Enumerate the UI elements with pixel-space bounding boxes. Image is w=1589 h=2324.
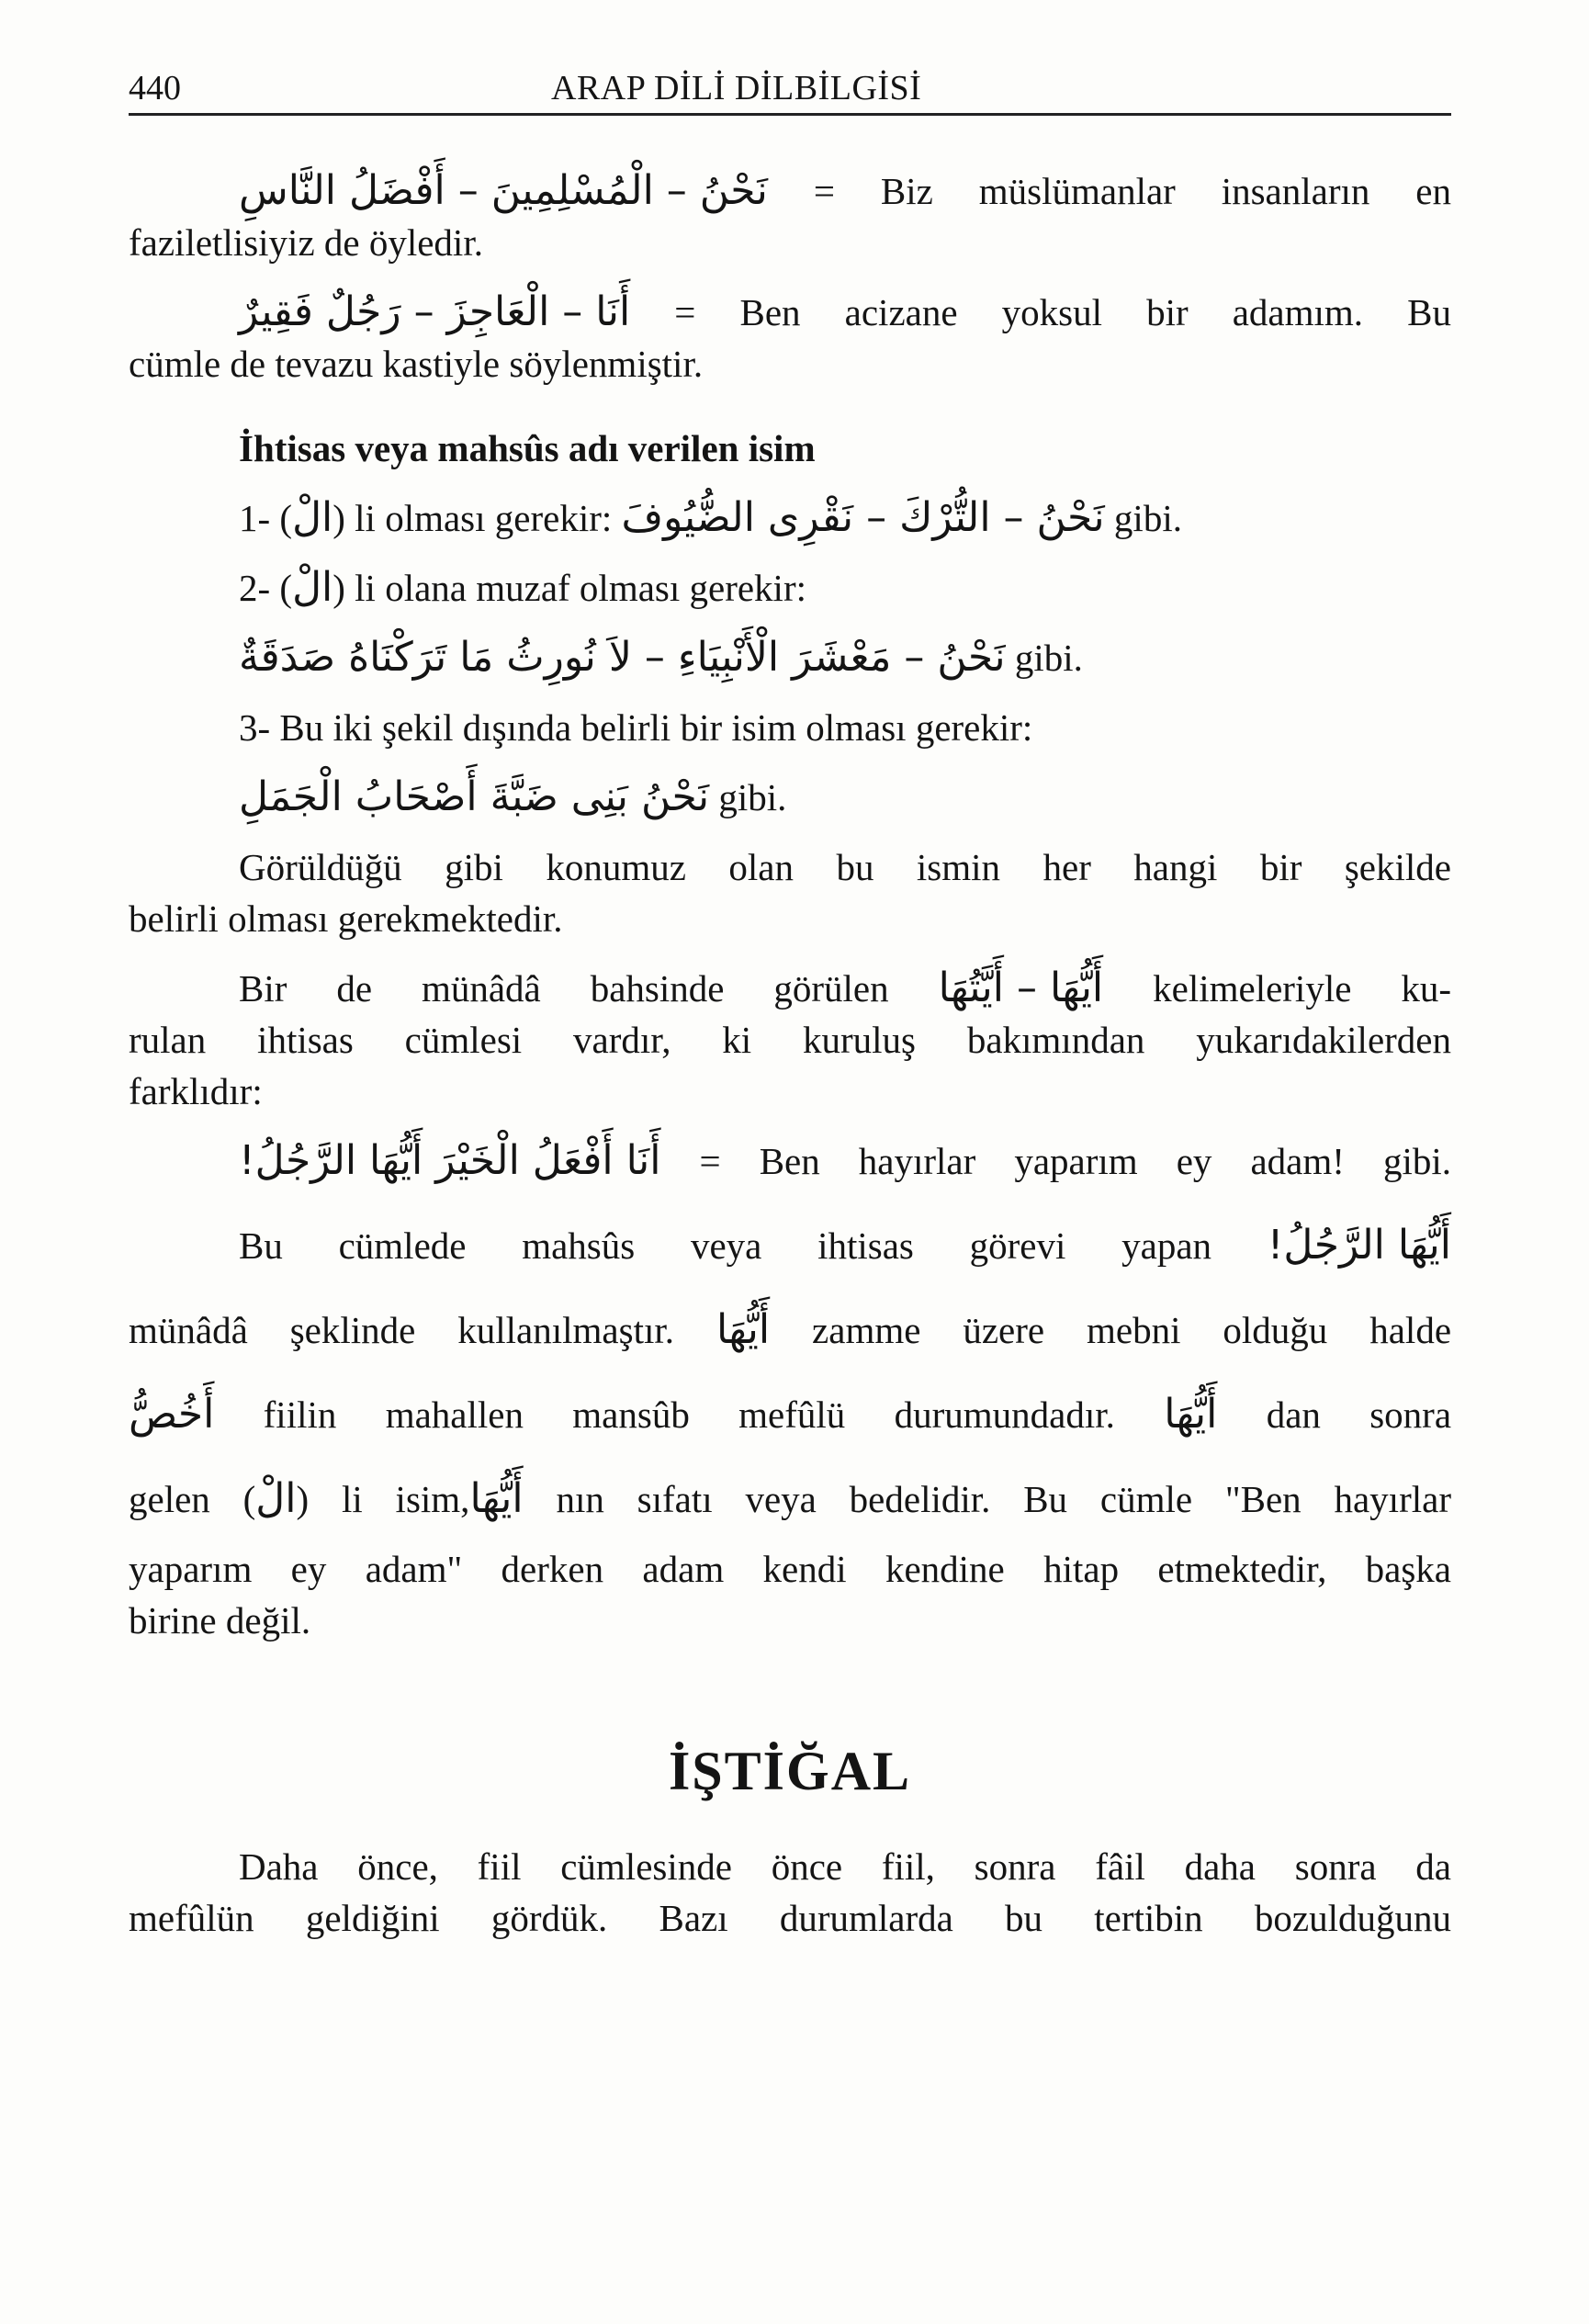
paragraph-3-text-h: nın sıfatı veya bedelidir. Bu cümle "Ben hayırlar: [556, 1478, 1451, 1520]
paragraph-3-line-1: [239, 1220, 1451, 1271]
section-heading: İhtisas veya mahsûs adı verilen isim: [239, 427, 816, 469]
example-1-arabic: نَحْنُ – الْمُسْلِمِينَ – أَفْضَلُ النَّاسِ: [239, 167, 768, 214]
rule-3-gibi: gibi.: [718, 776, 787, 818]
paragraph-2-arabic: أَيُّهَا – أَيَّتُهَا: [938, 965, 1104, 1011]
rule-1-gibi: gibi.: [1113, 497, 1182, 539]
rule-2-arabic: نَحْنُ – مَعْشَرَ الْأَنْبِيَاءِ – لاَ نُورِثُ مَا تَرَكْنَاهُ صَدَقَةٌ: [239, 634, 1006, 681]
running-title: ARAP DİLİ DİLBİLGİSİ: [551, 69, 922, 107]
paragraph-2-line-3: farklıdır:: [129, 1070, 263, 1112]
paragraph-3-text-a: Bu cümlede mahsûs veya ihtisas görevi yapan: [239, 1224, 1212, 1267]
paragraph-3-arabic-d: أَيُّهَا: [1164, 1391, 1218, 1438]
paragraph-3-arabic-c: أَخُصُّ: [129, 1391, 215, 1438]
example-1-translation: = Biz müslümanlar insanların en: [813, 170, 1451, 212]
header-rule: [129, 113, 1451, 116]
page-number: 440: [129, 69, 181, 107]
example-2-arabic: أَنَا – الْعَاجِزَ – رَجُلٌ فَقِيرٌ: [239, 288, 631, 335]
rule-1-prefix: 1- (: [239, 497, 293, 539]
example-1-continuation: faziletlisiyiz de öyledir.: [129, 221, 483, 264]
page-header: [129, 61, 1451, 118]
rule-2-prefix: 2- (: [239, 567, 293, 609]
rule-1-suffix: ) li olması gerekir:: [332, 497, 613, 539]
paragraph-2-line-2: rulan ihtisas cümlesi vardır, ki kuruluş bakımından yukarıdakilerden: [129, 1019, 1451, 1061]
paragraph-1-line-2: belirli olması gerekmektedir.: [129, 897, 563, 940]
paragraph-3-text-g: ) li isim,: [296, 1478, 470, 1520]
paragraph-3-arabic-e: أَيُّهَا: [469, 1475, 524, 1522]
example-2-continuation: cümle de tevazu kastiyle söylenmiştir.: [129, 343, 704, 385]
paragraph-2-text-a: Bir de münâdâ bahsinde görülen: [239, 967, 889, 1010]
page-body: [129, 165, 1451, 1944]
rule-2-example: [239, 632, 1451, 683]
example-2-translation: = Ben acizane yoksul bir adamım. Bu: [674, 291, 1452, 333]
example-3-arabic: أَنَا أَفْعَلُ الْخَيْرَ أَيُّهَا الرَّجُلُ!: [239, 1137, 661, 1184]
example-3-line: [239, 1135, 1451, 1187]
paragraph-3-arabic-a: أَيُّهَا الرَّجُلُ!: [1267, 1222, 1451, 1269]
paragraph-3-text-d: fiilin mahallen mansûb mefûlü durumundadır.: [263, 1393, 1115, 1436]
paragraph-2-line-1: [239, 963, 1451, 1014]
paragraph-3-text-c: zamme üzere mebni olduğu halde: [812, 1309, 1452, 1351]
paragraph-1-line-1: Görüldüğü gibi konumuz olan bu ismin her hangi bir şekilde: [239, 846, 1451, 888]
rule-3-arabic: نَحْنُ بَنِى ضَبَّةَ أَصْحَابُ الْجَمَلِ: [239, 773, 710, 820]
istigal-paragraph-line-1: Daha önce, fiil cümlesinde önce fiil, sonra fâil daha sonra da: [239, 1845, 1451, 1888]
rule-2-suffix: ) li olana muzaf olması gerekir:: [332, 567, 806, 609]
istigal-title: İŞTİĞAL: [668, 1741, 912, 1801]
paragraph-3-arabic-b: أَيُّهَا: [716, 1306, 771, 1353]
rule-1-arabic: نَحْنُ – التُّرْكَ – نَقْرِى الضُّيُوفَ: [621, 494, 1105, 541]
paragraph-2-text-b: kelimeleriyle ku-: [1153, 967, 1452, 1010]
rule-3-example: [239, 772, 1451, 823]
paragraph-3-line-3: [129, 1389, 1451, 1440]
example-3-translation: = Ben hayırlar yaparım ey adam! gibi.: [699, 1140, 1452, 1182]
rule-2-al: الْ: [292, 564, 333, 611]
example-1-line: [239, 165, 1451, 217]
rule-2-gibi: gibi.: [1014, 637, 1083, 679]
paragraph-3-text-b: münâdâ şeklinde kullanılmaştır.: [129, 1309, 674, 1351]
paragraph-3-text-e: dan sonra: [1266, 1393, 1452, 1436]
paragraph-3-line-4: [129, 1473, 1451, 1525]
paragraph-3-text-f: gelen (: [129, 1478, 256, 1520]
example-2-line: [239, 287, 1451, 338]
rule-2: [239, 562, 1451, 614]
rule-1-al: الْ: [292, 494, 333, 541]
paragraph-3-line-6: birine değil.: [129, 1599, 311, 1641]
rule-1: [239, 492, 1451, 544]
istigal-paragraph-line-2: mefûlün geldiğini gördük. Bazı durumlarda bu tertibin bozulduğunu: [129, 1897, 1451, 1939]
paragraph-3-line-5: yaparım ey adam" derken adam kendi kendine hitap etmektedir, başka: [129, 1548, 1451, 1590]
paragraph-3-line-2: [129, 1304, 1451, 1356]
paragraph-3-al: الْ: [255, 1475, 297, 1522]
rule-3: 3- Bu iki şekil dışında belirli bir isim olması gerekir:: [239, 706, 1033, 749]
